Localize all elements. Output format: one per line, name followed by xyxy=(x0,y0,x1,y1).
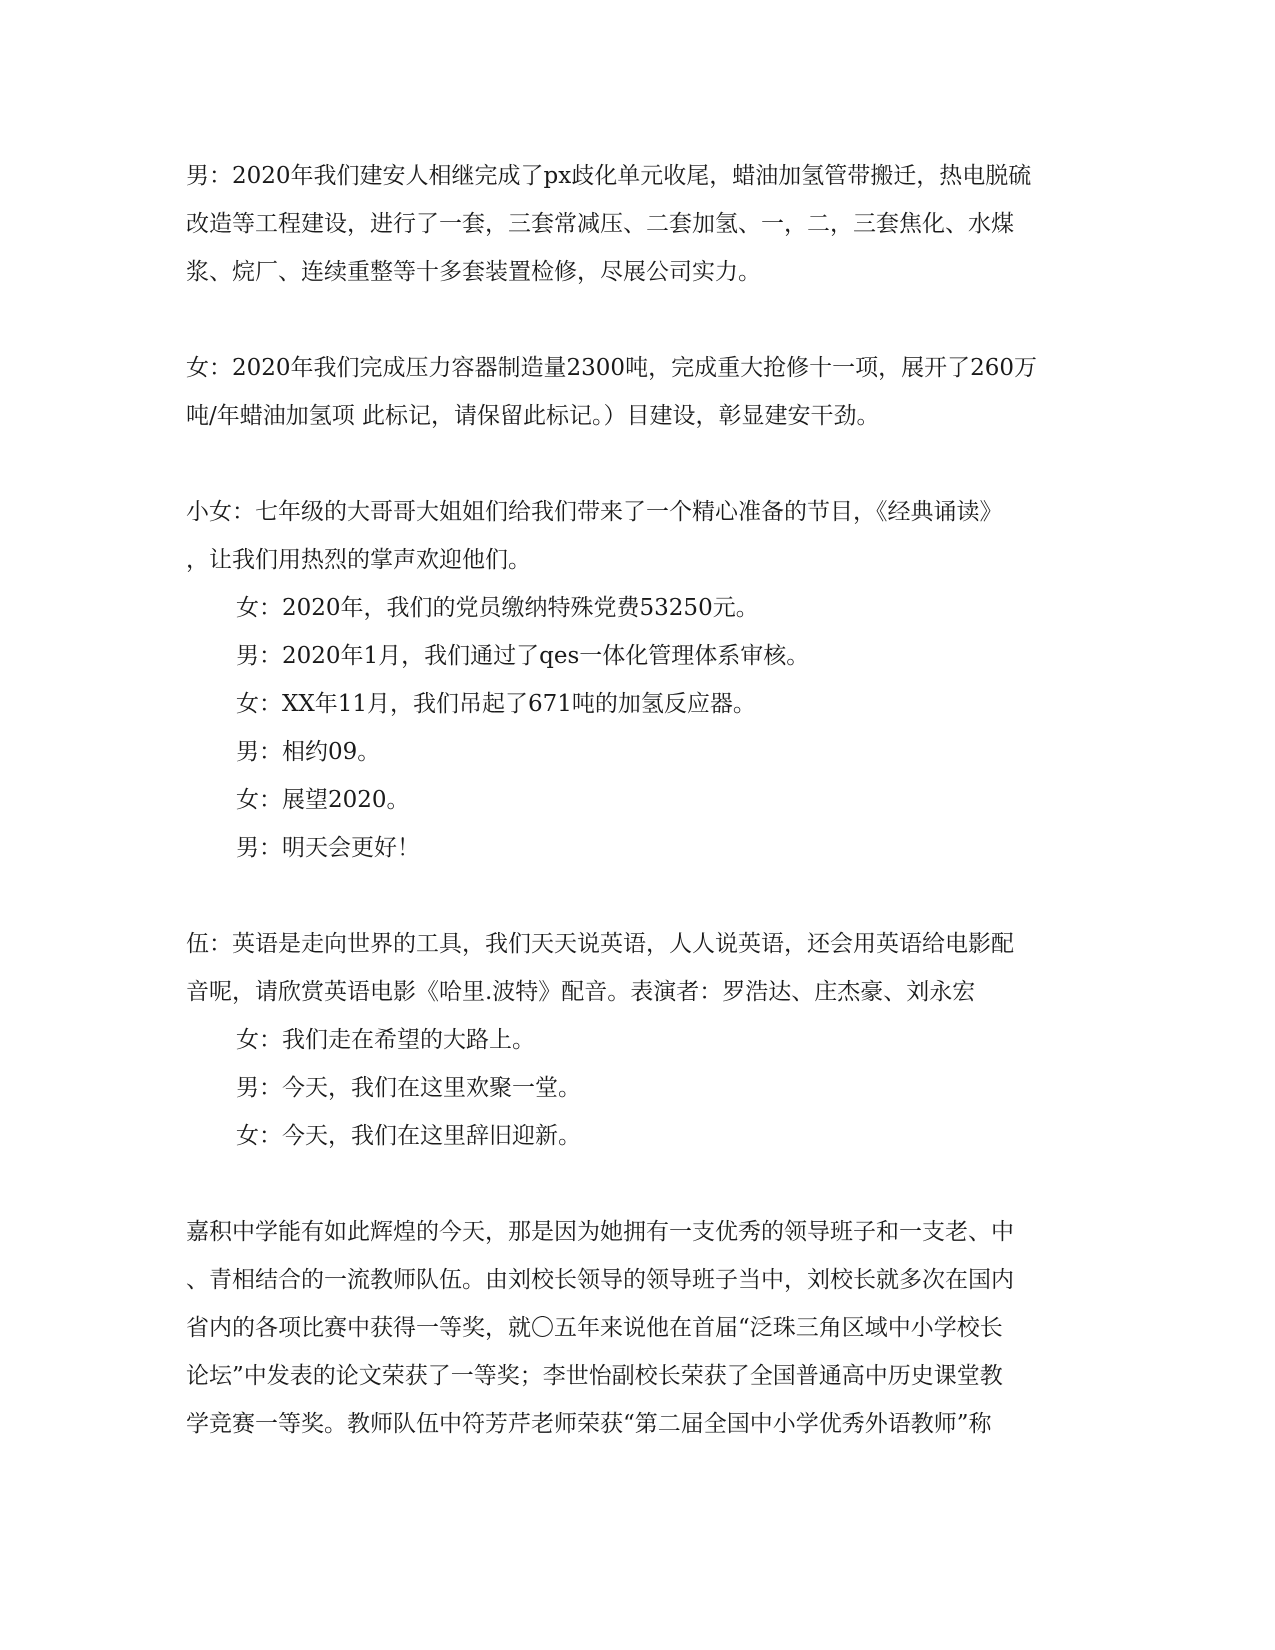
paragraph-spacer xyxy=(186,1160,1086,1208)
dialogue-line: 女：今天，我们在这里辞旧迎新。 xyxy=(236,1123,581,1149)
paragraph-spacer xyxy=(186,872,1086,920)
text-line: ，让我们用热烈的掌声欢迎他们。 xyxy=(186,547,531,573)
text-line: 嘉积中学能有如此辉煌的今天，那是因为她拥有一支优秀的领导班子和一支老、中 xyxy=(186,1219,1014,1245)
paragraph-spacer xyxy=(186,296,1086,344)
paragraph-1 xyxy=(186,152,1086,296)
paragraph-4 xyxy=(186,920,1086,1160)
text-line: 省内的各项比赛中获得一等奖，就〇五年来说他在首届“泛珠三角区域中小学校长 xyxy=(186,1315,1003,1341)
text-line: 男：2020年我们建安人相继完成了px歧化单元收尾，蜡油加氢管带搬迁，热电脱硫 xyxy=(186,163,1032,189)
paragraph-spacer xyxy=(186,440,1086,488)
text-line: 女：2020年我们完成压力容器制造量2300吨，完成重大抢修十一项，展开了260万 xyxy=(186,355,1037,381)
text-line: 音呢，请欣赏英语电影《哈里.波特》配音。表演者：罗浩达、庄杰豪、刘永宏 xyxy=(186,979,976,1005)
text-line: 浆、烷厂、连续重整等十多套装置检修，尽展公司实力。 xyxy=(186,259,761,285)
dialogue-line: 男：相约09。 xyxy=(236,739,381,765)
text-line: 小女：七年级的大哥哥大姐姐们给我们带来了一个精心准备的节目，《经典诵读》 xyxy=(186,499,1003,525)
text-line: 论坛”中发表的论文荣获了一等奖；李世怡副校长荣获了全国普通高中历史课堂教 xyxy=(186,1363,1003,1389)
dialogue-line: 女：XX年11月，我们吊起了671吨的加氢反应器。 xyxy=(236,691,756,717)
document-body xyxy=(186,152,1086,1448)
text-line: 吨/年蜡油加氢项 此标记，请保留此标记。）目建设，彰显建安干劲。 xyxy=(186,403,880,429)
dialogue-line: 女：展望2020。 xyxy=(236,787,410,813)
paragraph-2 xyxy=(186,344,1086,440)
text-line: 伍：英语是走向世界的工具，我们天天说英语，人人说英语，还会用英语给电影配 xyxy=(186,931,1014,957)
dialogue-line: 男：明天会更好！ xyxy=(236,835,420,861)
paragraph-3 xyxy=(186,488,1086,872)
dialogue-line: 男：今天，我们在这里欢聚一堂。 xyxy=(236,1075,581,1101)
text-line: 、青相结合的一流教师队伍。由刘校长领导的领导班子当中，刘校长就多次在国内 xyxy=(186,1267,1014,1293)
dialogue-line: 女：2020年，我们的党员缴纳特殊党费53250元。 xyxy=(236,595,759,621)
text-line: 学竞赛一等奖。教师队伍中符芳芹老师荣获“第二届全国中小学优秀外语教师”称 xyxy=(186,1411,992,1437)
dialogue-line: 女：我们走在希望的大路上。 xyxy=(236,1027,535,1053)
paragraph-5 xyxy=(186,1208,1086,1448)
dialogue-line: 男：2020年1月，我们通过了qes一体化管理体系审核。 xyxy=(236,643,810,669)
text-line: 改造等工程建设，进行了一套，三套常减压、二套加氢、一，二，三套焦化、水煤 xyxy=(186,211,1014,237)
